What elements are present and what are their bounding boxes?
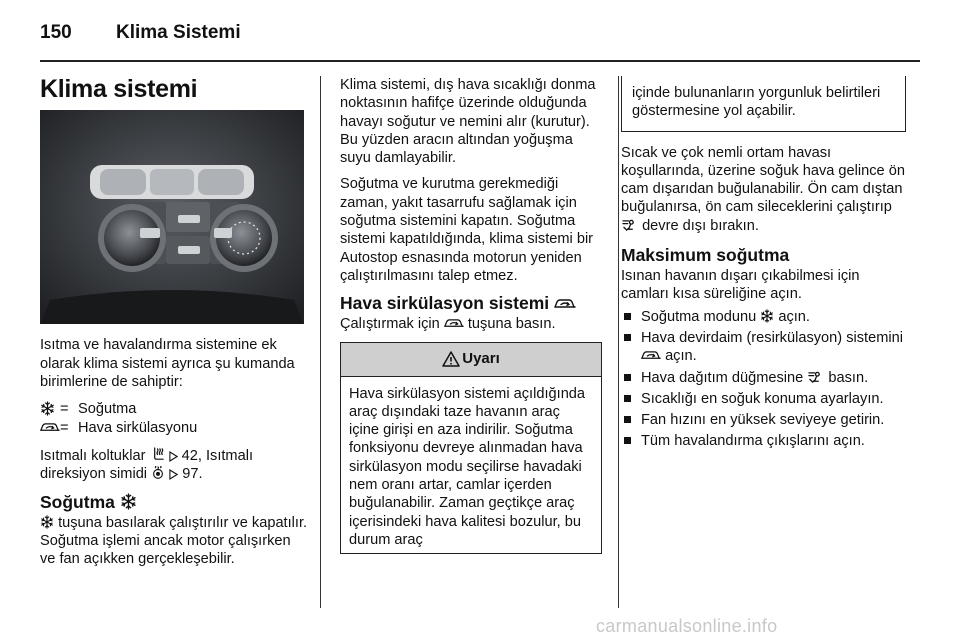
recirculation-icon bbox=[641, 349, 661, 362]
page-number: 150 bbox=[40, 22, 72, 43]
chapter-title: Klima Sistemi bbox=[116, 22, 241, 43]
max-cooling-steps bbox=[621, 308, 906, 451]
list-item bbox=[621, 308, 906, 326]
cooling-heading bbox=[40, 492, 308, 513]
heated-wheel-reference: 97. bbox=[182, 466, 203, 483]
column-1 bbox=[40, 76, 308, 577]
warning-title: Uyarı bbox=[462, 349, 500, 367]
legend-row-cooling bbox=[40, 399, 308, 418]
step-text-end: açın. bbox=[778, 308, 810, 325]
cooling-paragraph bbox=[40, 514, 308, 569]
fogging-paragraph bbox=[621, 144, 906, 235]
heated-seat-icon bbox=[150, 447, 165, 462]
fogging-text-end: devre dışı bırakın. bbox=[642, 217, 759, 234]
list-item bbox=[621, 329, 906, 366]
recirculation-icon bbox=[444, 317, 464, 330]
step-text-end: açın. bbox=[665, 348, 697, 365]
column-divider-1 bbox=[320, 76, 321, 608]
snowflake-icon bbox=[120, 493, 137, 510]
step-text: Fan hızını en yüksek seviyeye getirin. bbox=[641, 412, 885, 429]
snowflake-icon bbox=[760, 309, 774, 323]
page-header bbox=[40, 18, 920, 58]
warning-box bbox=[340, 342, 602, 555]
list-item bbox=[621, 432, 906, 450]
recirculation-instruction-pre: Çalıştırmak için bbox=[340, 316, 440, 333]
heated-seats-reference: 42, Isıtmalı bbox=[181, 448, 253, 465]
cooling-heading-text: Soğutma bbox=[40, 491, 115, 512]
recirculation-heading bbox=[340, 293, 604, 314]
step-text: Hava dağıtım düğmesine bbox=[641, 369, 804, 386]
max-cooling-intro: Isınan havanın dışarı çıkabilmesi için camları kısa süreliğine açın. bbox=[621, 268, 860, 303]
fogging-text: Sıcak ve çok nemli ortam havası koşullarında, üzerine soğuk hava gelince ön cam dışarıdan buğulanabilir. Ön cam dıştan buğulanırsa, ön cam sileceklerini çalıştırıp bbox=[621, 144, 905, 216]
recirculation-icon bbox=[40, 421, 60, 434]
step-text: Hava devirdaim (resirkülasyon) sistemini bbox=[641, 329, 903, 346]
snowflake-icon bbox=[40, 515, 54, 529]
heated-wheel-text: direksiyon simidi bbox=[40, 466, 148, 483]
heated-steering-wheel-icon bbox=[151, 466, 165, 480]
legend-equals: = bbox=[60, 419, 69, 436]
air-distribution-icon bbox=[807, 371, 824, 384]
list-item bbox=[621, 369, 906, 387]
ac-description-paragraph: Klima sistemi, dış hava sıcaklığı donma noktasının hafifçe üzerinde olduğunda havayı soğutur ve nemini alır (kurutur). Bu yüzden aracın altından yoğuşma suyu damlayabilir. bbox=[340, 77, 596, 167]
header-divider bbox=[40, 60, 920, 62]
heated-features-paragraph bbox=[40, 447, 308, 484]
step-text: Sıcaklığı en soğuk konuma ayarlayın. bbox=[641, 390, 884, 407]
column-divider-2 bbox=[618, 76, 619, 608]
watermark: carmanualsonline.info bbox=[596, 616, 778, 636]
warning-triangle-icon bbox=[442, 351, 460, 367]
warning-body: Hava sirkülasyon sistemi açıldığında araç dışındaki taze havanın araç içine girişi en aza indirilir. Soğutma fonksiyonu devreye alınmadan hava sirkülasyon modu seçilirse havadaki nem oranı artar, camlar içerden buğulanabilir. Zaman geçtikçe araç içerisindeki hava kalitesi bozulur, bu durum araç bbox=[349, 385, 586, 548]
climate-control-panel-photo bbox=[40, 110, 304, 324]
intro-paragraph: Isıtma ve havalandırma sistemine ek olarak klima sistemi ayrıca şu kumanda birimlerine de sahiptir: bbox=[40, 337, 295, 390]
max-cooling-heading: Maksimum soğutma bbox=[621, 245, 790, 266]
page-reference-icon bbox=[169, 469, 178, 480]
column-3 bbox=[621, 76, 906, 454]
main-heading: Klima sistemi bbox=[40, 75, 198, 103]
page-reference-icon bbox=[169, 451, 178, 462]
warning-header bbox=[341, 343, 601, 377]
recirculation-instruction-post: tuşuna basın. bbox=[467, 316, 556, 333]
recirculation-heading-text: Hava sirkülasyon sistemi bbox=[340, 293, 550, 314]
ac-economy-paragraph: Soğutma ve kurutma gerekmediği zaman, yakıt tasarrufu sağlamak için soğutma sistemini kapatın. Soğutma sistemi kapatıldığında, klima sistemi bir Autostop esnasında motorun yeniden çalıştırılmasını talep etmez. bbox=[340, 176, 594, 284]
symbol-legend bbox=[40, 399, 308, 437]
legend-equals: = bbox=[60, 400, 69, 417]
heated-seats-text: Isıtmalı koltuklar bbox=[40, 448, 146, 465]
legend-label-cooling: Soğutma bbox=[78, 400, 137, 417]
air-distribution-icon bbox=[621, 219, 638, 232]
legend-label-recirculation: Hava sirkülasyonu bbox=[78, 419, 198, 436]
recirculation-instruction bbox=[340, 315, 604, 333]
list-item bbox=[621, 390, 906, 408]
warning-box-continued: içinde bulunanların yorgunluk belirtileri göstermesine yol açabilir. bbox=[621, 76, 906, 132]
snowflake-icon bbox=[40, 401, 55, 416]
list-item bbox=[621, 411, 906, 429]
step-text: Soğutma modunu bbox=[641, 308, 757, 325]
legend-row-recirculation bbox=[40, 418, 308, 437]
cooling-text: tuşuna basılarak çalıştırılır ve kapatılır. Soğutma işlemi ancak motor çalışırken ve fan açıkken gerçekleşebilir. bbox=[40, 514, 308, 568]
step-text-end: basın. bbox=[828, 369, 869, 386]
recirculation-icon bbox=[554, 297, 576, 311]
step-text: Tüm havalandırma çıkışlarını açın. bbox=[641, 433, 865, 450]
column-2 bbox=[340, 76, 604, 554]
